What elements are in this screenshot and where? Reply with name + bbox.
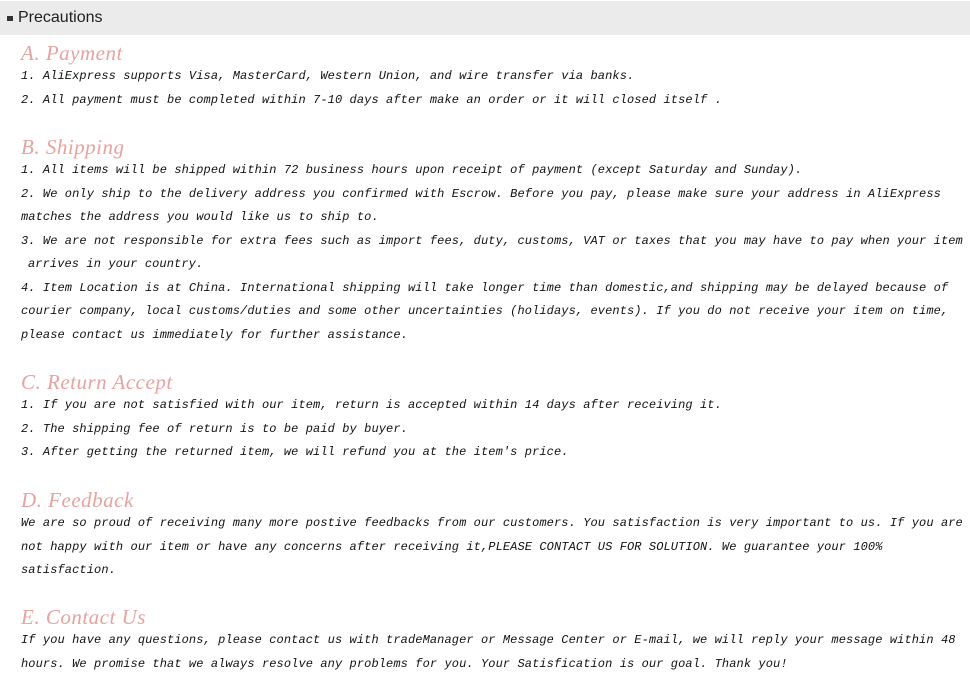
contact-line-1: If you have any questions, please contact us with tradeManager or Message Center or E-mail, we will reply your message within 48 [21, 633, 956, 647]
feedback-line-1: We are so proud of receiving many more postive feedbacks from our customers. You satisfaction is very important to us. If you are [21, 516, 963, 530]
precautions-header [0, 1, 970, 35]
return-line-3: 3. After getting the returned item, we will refund you at the item's price. [21, 445, 569, 459]
shipping-line-6: 4. Item Location is at China. International shipping will take longer time than domestic,and shipping may be delayed because of [21, 280, 949, 295]
section-title-feedback: D. Feedback [21, 488, 134, 512]
shipping-line-7: courier company, local customs/duties and some other uncertainties (holidays, events). If you do not receive your item on time, [21, 304, 949, 318]
section-title-payment: A. Payment [21, 41, 123, 65]
section-feedback [21, 488, 961, 583]
shipping-line-3: matches the address you would like us to ship to. [21, 210, 379, 224]
section-payment [21, 41, 961, 112]
payment-line-2: 2. All payment must be completed within 7-10 days after make an order or it will closed itself . [21, 92, 722, 107]
shipping-line-8: please contact us immediately for further assistance. [21, 327, 408, 342]
section-title-return: C. Return Accept [21, 370, 173, 394]
contact-line-2: hours. We promise that we always resolve any problems for you. Your Satisfication is our goal. Thank you! [21, 656, 788, 671]
section-title-contact: E. Contact Us [21, 605, 146, 629]
payment-line-1: 1. AliExpress supports Visa, MasterCard, Western Union, and wire transfer via banks. [21, 69, 635, 83]
return-line-2: 2. The shipping fee of return is to be paid by buyer. [21, 421, 408, 436]
header-title: Precautions [18, 9, 103, 26]
shipping-line-5: arrives in your country. [28, 257, 204, 271]
section-return [21, 370, 961, 465]
shipping-line-2: 2. We only ship to the delivery address you confirmed with Escrow. Before you pay, please make sure your address in AliExpress [21, 186, 941, 201]
section-title-shipping: B. Shipping [21, 135, 125, 159]
shipping-line-4: 3. We are not responsible for extra fees such as import fees, duty, customs, VAT or taxes that you may have to pay when your item [21, 233, 963, 248]
section-contact [21, 605, 961, 676]
return-line-1: 1. If you are not satisfied with our item, return is accepted within 14 days after receiving it. [21, 398, 722, 412]
bullet-icon [7, 16, 13, 21]
feedback-line-2: not happy with our item or have any concerns after receiving it,PLEASE CONTACT US FOR SOLUTION. We guarantee your 100% [21, 539, 883, 554]
section-shipping [21, 135, 961, 347]
feedback-line-3: satisfaction. [21, 563, 116, 577]
shipping-line-1: 1. All items will be shipped within 72 business hours upon receipt of payment (except Saturday and Sunday). [21, 163, 803, 177]
